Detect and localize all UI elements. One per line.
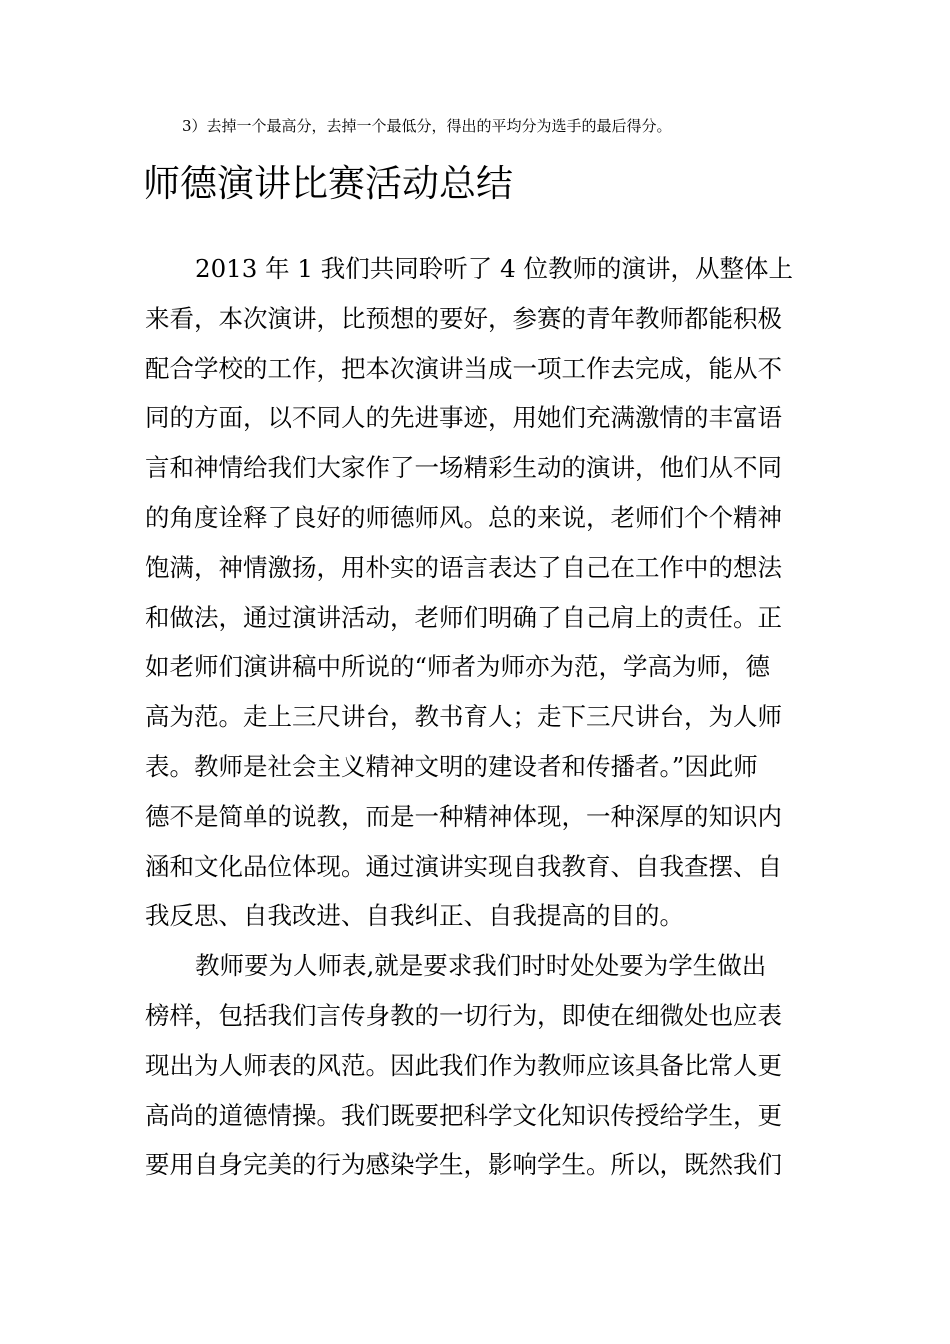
- scoring-rule-note: 3）去掉一个最高分，去掉一个最低分，得出的平均分为选手的最后得分。: [182, 117, 672, 135]
- paragraph-line: 高为范。走上三尺讲台，教书育人；走下三尺讲台，为人师: [145, 702, 782, 732]
- paragraph-line: 配合学校的工作，把本次演讲当成一项工作去完成，能从不: [145, 353, 782, 383]
- paragraph-line: 教师要为人师表,就是要求我们时时处处要为学生做出: [195, 951, 767, 981]
- paragraph-line: 要用自身完美的行为感染学生，影响学生。所以，既然我们: [145, 1150, 782, 1180]
- paragraph-line: 涵和文化品位体现。通过演讲实现自我教育、自我查摆、自: [145, 851, 782, 881]
- paragraph-line: 言和神情给我们大家作了一场精彩生动的演讲，他们从不同: [145, 453, 782, 483]
- paragraph-line: 饱满，神情激扬，用朴实的语言表达了自己在工作中的想法: [145, 552, 782, 582]
- paragraph-line: 如老师们演讲稿中所说的“师者为师亦为范，学高为师，德: [145, 652, 771, 682]
- paragraph-2: [145, 941, 835, 1190]
- paragraph-line: 榜样，包括我们言传身教的一切行为，即使在细微处也应表: [145, 1000, 782, 1030]
- paragraph-line: 高尚的道德情操。我们既要把科学文化知识传授给学生，更: [145, 1100, 782, 1130]
- paragraph-line: 的角度诠释了良好的师德师风。总的来说，老师们个个精神: [145, 502, 782, 532]
- document-body: [145, 244, 835, 1190]
- paragraph-line: 表。教师是社会主义精神文明的建设者和传播者。”因此师: [145, 751, 758, 781]
- paragraph-line: 现出为人师表的风范。因此我们作为教师应该具备比常人更: [145, 1050, 782, 1080]
- paragraph-line: 和做法，通过演讲活动，老师们明确了自己肩上的责任。正: [145, 602, 782, 632]
- paragraph-line: 来看，本次演讲，比预想的要好，参赛的青年教师都能积极: [145, 303, 782, 333]
- paragraph-line: 德不是简单的说教，而是一种精神体现，一种深厚的知识内: [145, 801, 782, 831]
- paragraph-line: 我反思、自我改进、自我纠正、自我提高的目的。: [145, 901, 684, 931]
- paragraph-1: [145, 244, 835, 941]
- paragraph-line: 同的方面，以不同人的先进事迹，用她们充满激情的丰富语: [145, 403, 782, 433]
- document-title: 师德演讲比赛活动总结: [143, 162, 513, 205]
- paragraph-line: 2013 年 1 我们共同聆听了 4 位教师的演讲，从整体上: [195, 254, 793, 283]
